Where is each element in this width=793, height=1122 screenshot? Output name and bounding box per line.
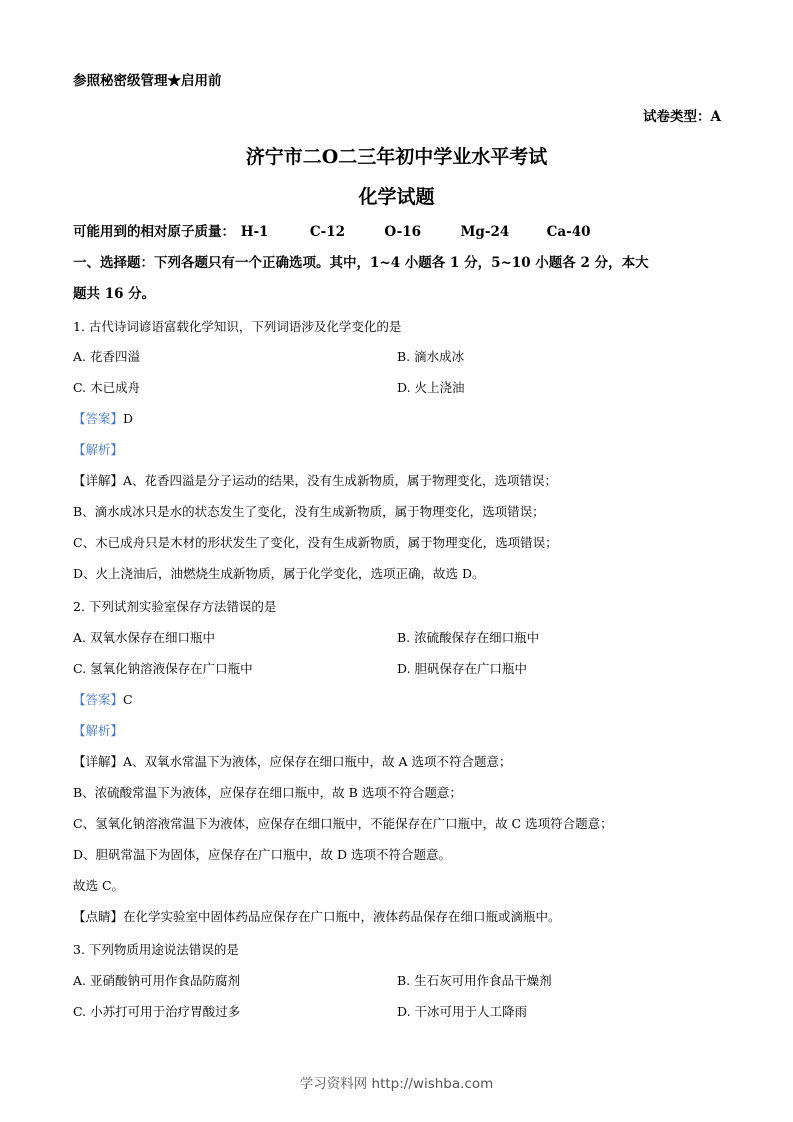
atomic-masses-label: 可能用到的相对原子质量：	[73, 224, 235, 240]
question-1-option-d: D. 火上浇油	[397, 380, 465, 395]
answer-tag: 【答案】	[73, 411, 124, 426]
section-instruction-line2: 题共 16 分。	[73, 286, 156, 302]
question-2-conclusion: 故选 C。	[73, 878, 125, 893]
question-2-detail-4: D、胆矾常温下为固体，应保存在广口瓶中，故 D 选项不符合题意。	[73, 847, 451, 862]
question-3-option-a: A. 亚硝酸钠可用作食品防腐剂	[73, 973, 240, 988]
footer-watermark: 学习资料网 http://wishba.com	[299, 1076, 494, 1092]
question-2-detail-1: 【详解】A、双氧水常温下为液体，应保存在细口瓶中，故 A 选项不符合题意；	[73, 754, 512, 769]
answer-tag: 【答案】	[73, 692, 124, 707]
question-1-analysis-tag: 【解析】	[73, 442, 124, 457]
question-1-answer	[73, 413, 133, 426]
question-1-stem: 1. 古代诗词谚语富载化学知识，下列词语涉及化学变化的是	[73, 319, 402, 334]
section-instruction-line1: 一、选择题：下列各题只有一个正确选项。其中，1~4 小题各 1 分，5~10 小题各 2 分，本大	[73, 255, 649, 271]
question-2-detail-3: C、氢氧化钠溶液常温下为液体，应保存在细口瓶中，不能保存在广口瓶中，故 C 选项符合题意；	[73, 816, 613, 831]
mass-h: H-1	[240, 224, 269, 240]
question-2-option-c: C. 氢氧化钠溶液保存在广口瓶中	[73, 661, 253, 676]
secrecy-notice: 参照秘密级管理★启用前	[73, 73, 222, 89]
exam-title: 济宁市二O二三年初中学业水平考试	[245, 146, 548, 168]
question-2-tip: 【点睛】在化学实验室中固体药品应保存在广口瓶中，液体药品保存在细口瓶或滴瓶中。	[73, 909, 561, 924]
question-2-answer	[73, 694, 133, 707]
question-1-detail-4: D、火上浇油后，油燃烧生成新物质，属于化学变化，选项正确，故选 D。	[73, 566, 485, 581]
mass-mg: Mg-24	[460, 224, 510, 240]
question-2-option-a: A. 双氧水保存在细口瓶中	[73, 630, 215, 645]
question-1-option-a: A. 花香四溢	[73, 349, 140, 364]
question-1-detail-3: C、木已成舟只是木材的形状发生了变化，没有生成新物质，属于物理变化，选项错误；	[73, 535, 558, 550]
mass-c: C-12	[309, 224, 346, 240]
atomic-masses	[73, 226, 591, 240]
question-2-option-d: D. 胆矾保存在广口瓶中	[397, 661, 528, 676]
question-2-option-b: B. 浓硫酸保存在细口瓶中	[397, 630, 540, 645]
question-1-option-b: B. 滴水成冰	[397, 349, 465, 364]
mass-ca: Ca-40	[546, 224, 591, 240]
question-1-option-c: C. 木已成舟	[73, 380, 141, 395]
question-3-option-c: C. 小苏打可用于治疗胃酸过多	[73, 1004, 241, 1019]
question-2-detail-2: B、浓硫酸常温下为液体，应保存在细口瓶中，故 B 选项不符合题意；	[73, 785, 462, 800]
mass-o: O-16	[384, 224, 422, 240]
exam-type: 试卷类型：A	[643, 109, 721, 125]
question-3-option-d: D. 干冰可用于人工降雨	[397, 1004, 528, 1019]
question-3-option-b: B. 生石灰可用作食品干燥剂	[397, 973, 552, 988]
answer-value: C	[123, 692, 133, 707]
exam-subtitle: 化学试题	[358, 186, 435, 208]
question-3-stem: 3. 下列物质用途说法错误的是	[73, 942, 239, 957]
answer-value: D	[123, 411, 134, 426]
question-1-detail-2: B、滴水成冰只是水的状态发生了变化，没有生成新物质，属于物理变化，选项错误；	[73, 504, 545, 519]
question-1-detail-1: 【详解】A、花香四溢是分子运动的结果，没有生成新物质，属于物理变化，选项错误；	[73, 473, 558, 488]
question-2-stem: 2. 下列试剂实验室保存方法错误的是	[73, 599, 277, 614]
question-2-analysis-tag: 【解析】	[73, 723, 124, 738]
